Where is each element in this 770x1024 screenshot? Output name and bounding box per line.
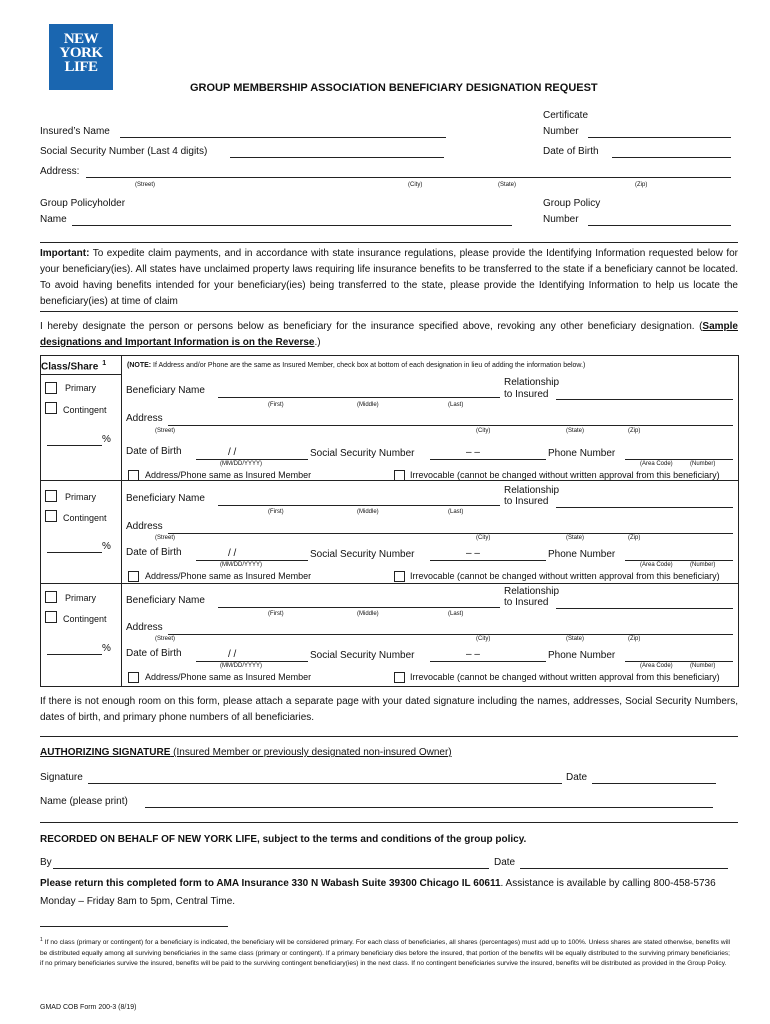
row3-irrevocable-checkbox[interactable]: [394, 672, 405, 683]
row1-percent-sign: %: [102, 434, 111, 445]
row2-state-caption: (State): [566, 535, 585, 541]
row3-primary-label: Primary: [65, 593, 96, 603]
important-text: To expedite claim payments, and in accordance with state insurance regulations, please provide the Identifying Information requested below for your beneficiary(ies). All states have unclaimed property laws requiring life insurance benefits to be transferred to the state if a beneficiary cannot be located. To avoid having benefits intended for your beneficiary(ies) being transferred to the state, please provide the Identifying Information to help us locate the beneficiary(ies) at time of claim: [40, 248, 738, 307]
table-note-lead: (NOTE:: [127, 362, 152, 369]
insured-name-label: Insured’s Name: [40, 126, 110, 137]
row1-last-caption: (Last): [448, 402, 464, 408]
row3-dob-slashes: / /: [228, 649, 237, 660]
row3-primary-checkbox[interactable]: [45, 591, 57, 603]
class-share-header: [41, 360, 106, 372]
footnote: [40, 935, 730, 970]
row3-number-caption: (Number): [690, 663, 716, 669]
row3-irrevocable-label: Irrevocable (cannot be changed without written approval from this beneficiary): [410, 672, 720, 682]
row3-relationship-label-2: to Insured: [504, 597, 549, 608]
row1-number-caption: (Number): [690, 461, 716, 467]
row1-divider: [40, 480, 738, 481]
row2-zip-caption: (Zip): [628, 535, 641, 541]
row1-phone-label: Phone Number: [548, 448, 616, 459]
row1-city-caption: (City): [476, 428, 491, 434]
row3-first-caption: (First): [268, 611, 284, 617]
row1-first-caption: (First): [268, 402, 284, 408]
row3-zip-caption: (Zip): [628, 636, 641, 642]
row1-relationship-label-2: to Insured: [504, 389, 549, 400]
row3-beneficiary-name-label: Beneficiary Name: [126, 595, 205, 606]
group-policyholder-name-field[interactable]: [72, 225, 512, 226]
designation-paragraph: [40, 319, 738, 351]
row2-divider: [40, 583, 738, 584]
row3-address-field[interactable]: [168, 634, 733, 635]
logo-line-new: NEW: [63, 31, 99, 47]
certificate-label: Certificate: [543, 110, 589, 121]
row2-share-field[interactable]: [47, 552, 102, 553]
row3-same-address-label: Address/Phone same as Insured Member: [145, 672, 312, 682]
certificate-number-label: Number: [543, 126, 579, 137]
important-divider: [40, 311, 738, 312]
row3-area-code-caption: (Area Code): [640, 663, 673, 669]
ssn-label: Social Security Number (Last 4 digits): [40, 146, 208, 157]
insured-name-field[interactable]: [120, 137, 446, 138]
row3-dob-format-caption: (MM/DD/YYYY): [220, 663, 262, 669]
row2-same-address-label: Address/Phone same as Insured Member: [145, 571, 312, 581]
row2-relationship-field[interactable]: [556, 507, 733, 508]
designation-reverse-link: Sample designations and Important Information is on the Reverse: [40, 321, 738, 348]
row1-same-address-checkbox[interactable]: [128, 470, 139, 481]
return-address: Please return this completed form to AMA Insurance 330 N Wabash Suite 39300 Chicago IL 60611: [40, 878, 501, 889]
row1-irrevocable-label: Irrevocable (cannot be changed without written approval from this beneficiary): [410, 470, 720, 480]
dob-field[interactable]: [612, 157, 731, 158]
row1-middle-caption: (Middle): [357, 402, 379, 408]
row3-address-label: Address: [126, 622, 163, 633]
class-header-underline: [40, 374, 122, 375]
form-id: GMAD COB Form 200-3 (8/19): [40, 1004, 137, 1011]
table-top-border: [40, 355, 738, 356]
row3-city-caption: (City): [476, 636, 491, 642]
row3-ssn-dashes: – –: [466, 649, 480, 660]
class-share-text: Class/Share: [41, 361, 99, 373]
by-label: By: [40, 857, 52, 868]
row1-zip-caption: (Zip): [628, 428, 641, 434]
row2-contingent-checkbox[interactable]: [45, 510, 57, 522]
group-policyholder-name-label: Name: [40, 214, 67, 225]
row1-primary-label: Primary: [65, 383, 96, 393]
print-name-label: Name (please print): [40, 796, 128, 807]
row1-phone-field[interactable]: [625, 459, 733, 460]
row3-ssn-label: Social Security Number: [310, 650, 415, 661]
row3-share-field[interactable]: [47, 654, 102, 655]
recorded-heading: RECORDED ON BEHALF OF NEW YORK LIFE, subject to the terms and conditions of the group policy.: [40, 834, 527, 845]
row2-middle-caption: (Middle): [357, 509, 379, 515]
authorizing-heading-bold: AUTHORIZING SIGNATURE: [40, 747, 171, 758]
address-state-caption: (State): [498, 182, 517, 188]
ssn-field[interactable]: [230, 157, 444, 158]
row1-street-caption: (Street): [155, 428, 176, 434]
row2-dob-format-caption: (MM/DD/YYYY): [220, 562, 262, 568]
row1-dob-label: Date of Birth: [126, 446, 182, 457]
row2-first-caption: (First): [268, 509, 284, 515]
row2-dob-label: Date of Birth: [126, 547, 182, 558]
signature-label: Signature: [40, 772, 83, 783]
row3-dob-label: Date of Birth: [126, 648, 182, 659]
row1-dob-format-caption: (MM/DD/YYYY): [220, 461, 262, 467]
row1-beneficiary-name-field[interactable]: [218, 397, 500, 398]
new-york-life-logo: [49, 24, 113, 90]
group-policyholder-label: Group Policyholder: [40, 198, 126, 209]
footnote-mark: 1: [40, 937, 43, 943]
row3-last-caption: (Last): [448, 611, 464, 617]
row2-ssn-dashes: – –: [466, 548, 480, 559]
return-text: . Assistance is available by calling 800-458-5736 Monday – Friday 8am to 5pm, Central Time.: [40, 878, 716, 907]
section-divider: [40, 242, 738, 243]
by-field[interactable]: [53, 868, 489, 869]
row2-phone-label: Phone Number: [548, 549, 616, 560]
row2-dob-slashes: / /: [228, 548, 237, 559]
row2-address-label: Address: [126, 521, 163, 532]
row2-same-address-checkbox[interactable]: [128, 571, 139, 582]
designation-text: I hereby designate the person or persons below as beneficiary for the insurance specified above, revoking any other beneficiary designation. (: [40, 321, 703, 332]
extra-room-paragraph: If there is not enough room on this form, please attach a separate page with your dated signature including the names, addresses, Social Security Numbers, dates of birth, and primary phone numbers of all beneficiaries.: [40, 696, 738, 723]
row2-primary-checkbox[interactable]: [45, 490, 57, 502]
row1-area-code-caption: (Area Code): [640, 461, 673, 467]
footnote-text: If no class (primary or contingent) for a beneficiary is indicated, the beneficiary will be considered primary. For each class of beneficiaries, all shares (percentages) must add up to 100%. Unless shares are stated otherwise, benefits will be distributed equally among all surviving beneficiaries in the same class (primary or contingent). If a primary beneficiary dies before the insured, that portion of the benefits will be equally distributed to the surviving primary beneficiaries; if no primary beneficiaries survive the insured, benefits will be paid to the surviving contingent beneficiary(ies) in the next class. If no contingent beneficiaries survive the insured, benefits will be distributed as provided in the Group Policy.: [40, 939, 730, 968]
row2-primary-label: Primary: [65, 492, 96, 502]
row1-state-caption: (State): [566, 428, 585, 434]
class-column-divider: [121, 355, 122, 687]
row2-ssn-field[interactable]: [430, 560, 546, 561]
row2-ssn-label: Social Security Number: [310, 549, 415, 560]
row3-middle-caption: (Middle): [357, 611, 379, 617]
row3-street-caption: (Street): [155, 636, 176, 642]
row1-beneficiary-name-label: Beneficiary Name: [126, 385, 205, 396]
row2-city-caption: (City): [476, 535, 491, 541]
row3-relationship-field[interactable]: [556, 608, 733, 609]
row2-phone-field[interactable]: [625, 560, 733, 561]
row3-phone-label: Phone Number: [548, 650, 616, 661]
row3-percent-sign: %: [102, 643, 111, 654]
logo-line-york: YORK: [59, 45, 103, 61]
row3-contingent-label: Contingent: [63, 614, 107, 624]
address-street-caption: (Street): [135, 182, 156, 188]
recorded-date-label: Date: [494, 857, 516, 868]
row3-phone-field[interactable]: [625, 661, 733, 662]
footnote-rule: [40, 926, 228, 927]
row1-contingent-label: Contingent: [63, 405, 107, 415]
row2-dob-field[interactable]: [196, 560, 308, 561]
row1-contingent-checkbox[interactable]: [45, 402, 57, 414]
row2-beneficiary-name-label: Beneficiary Name: [126, 493, 205, 504]
row2-beneficiary-name-field[interactable]: [218, 505, 500, 506]
row2-last-caption: (Last): [448, 509, 464, 515]
row1-address-label: Address: [126, 413, 163, 424]
row1-relationship-field[interactable]: [556, 399, 733, 400]
row3-state-caption: (State): [566, 636, 585, 642]
table-note-text: If Address and/or Phone are the same as Insured Member, check box at bottom of each designation in lieu of adding the information below.): [151, 362, 586, 369]
row1-primary-checkbox[interactable]: [45, 382, 57, 394]
important-lead: Important:: [40, 248, 90, 259]
group-policy-number-label: Number: [543, 214, 579, 225]
row2-relationship-label-1: Relationship: [504, 485, 560, 496]
authorizing-heading-note: (Insured Member or previously designated non-insured Owner): [170, 747, 452, 758]
print-name-field[interactable]: [145, 807, 713, 808]
row3-beneficiary-name-field[interactable]: [218, 607, 500, 608]
row2-relationship-label-2: to Insured: [504, 496, 549, 507]
row1-ssn-label: Social Security Number: [310, 448, 415, 459]
row1-relationship-label-1: Relationship: [504, 377, 560, 388]
row3-ssn-field[interactable]: [430, 661, 546, 662]
row3-same-address-checkbox[interactable]: [128, 672, 139, 683]
table-left-border: [40, 355, 41, 687]
row1-share-field[interactable]: [47, 445, 102, 446]
row2-irrevocable-label: Irrevocable (cannot be changed without written approval from this beneficiary): [410, 571, 720, 581]
row2-area-code-caption: (Area Code): [640, 562, 673, 568]
table-bottom-border: [40, 686, 738, 687]
signature-date-label: Date: [566, 772, 588, 783]
signature-field[interactable]: [88, 783, 562, 784]
address-field[interactable]: [86, 177, 731, 178]
return-paragraph: [40, 875, 738, 911]
table-note: [127, 362, 585, 369]
class-share-footnote-mark: 1: [102, 360, 107, 367]
address-city-caption: (City): [408, 182, 423, 188]
authorizing-heading: [40, 747, 452, 758]
important-paragraph: [40, 246, 738, 310]
row1-ssn-field[interactable]: [430, 459, 546, 460]
row1-irrevocable-checkbox[interactable]: [394, 470, 405, 481]
row3-dob-field[interactable]: [196, 661, 308, 662]
row2-street-caption: (Street): [155, 535, 176, 541]
group-policy-label: Group Policy: [543, 198, 601, 209]
dob-label: Date of Birth: [543, 146, 599, 157]
row2-irrevocable-checkbox[interactable]: [394, 571, 405, 582]
address-zip-caption: (Zip): [635, 182, 648, 188]
row2-percent-sign: %: [102, 541, 111, 552]
group-policy-number-field[interactable]: [588, 225, 731, 226]
row1-dob-field[interactable]: [196, 459, 308, 460]
form-title: GROUP MEMBERSHIP ASSOCIATION BENEFICIARY DESIGNATION REQUEST: [190, 82, 598, 94]
row2-address-field[interactable]: [168, 533, 733, 534]
certificate-number-field[interactable]: [588, 137, 731, 138]
address-label: Address:: [40, 166, 80, 177]
row1-same-address-label: Address/Phone same as Insured Member: [145, 470, 312, 480]
row2-number-caption: (Number): [690, 562, 716, 568]
table-right-border: [738, 355, 739, 687]
recorded-date-field[interactable]: [520, 868, 728, 869]
row1-ssn-dashes: – –: [466, 447, 480, 458]
designation-end: .): [314, 337, 321, 348]
signature-date-field[interactable]: [592, 783, 716, 784]
row1-dob-slashes: / /: [228, 447, 237, 458]
row2-contingent-label: Contingent: [63, 513, 107, 523]
recorded-divider: [40, 822, 738, 823]
authorizing-divider: [40, 736, 738, 737]
row3-relationship-label-1: Relationship: [504, 586, 560, 597]
logo-line-life: LIFE: [64, 59, 98, 75]
row3-contingent-checkbox[interactable]: [45, 611, 57, 623]
row1-address-field[interactable]: [168, 425, 733, 426]
